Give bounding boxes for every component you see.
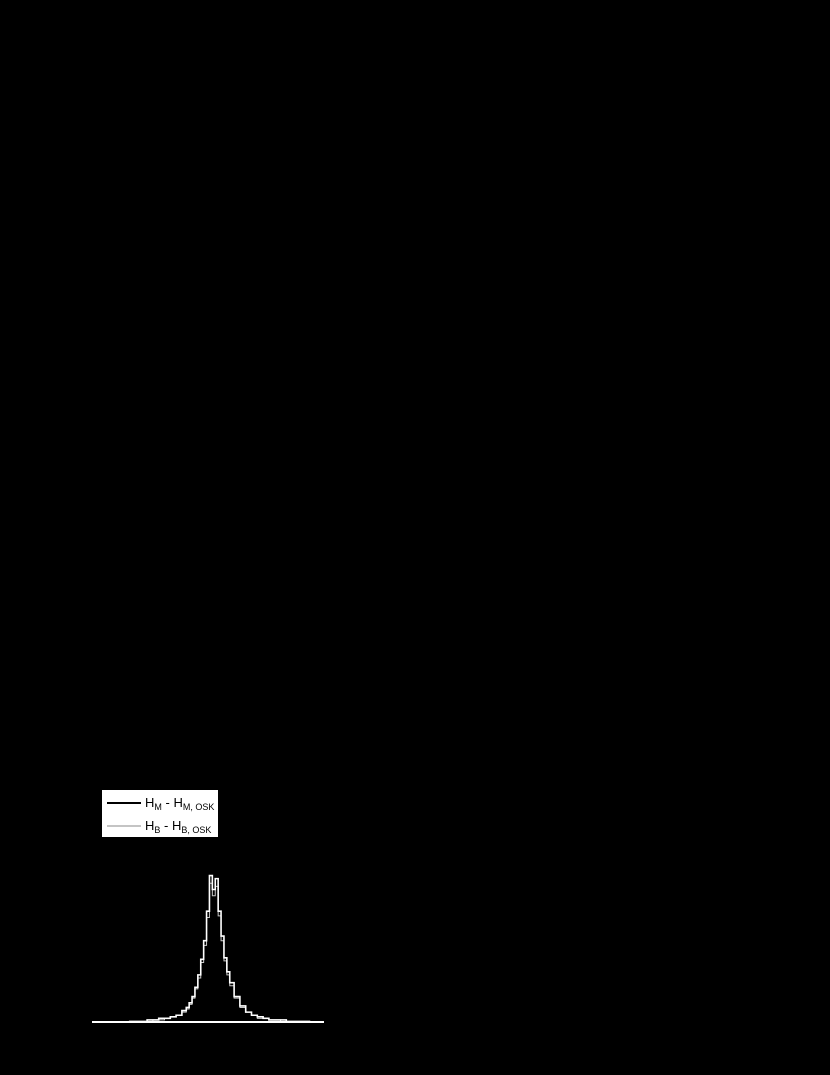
legend-entry-hm — [102, 791, 218, 814]
series-hb-line — [92, 883, 324, 1023]
series-hm-line — [92, 876, 324, 1023]
histogram-curves — [92, 860, 324, 1023]
chart-legend — [101, 789, 219, 838]
legend-swatch-hm-icon — [107, 797, 141, 809]
legend-label-hb: $H_B - H_{B, OSK}$ — [145, 818, 212, 835]
plot-area — [92, 860, 324, 1023]
legend-swatch-hb-icon — [107, 820, 141, 832]
x-axis-baseline — [92, 1021, 324, 1023]
legend-entry-hb — [102, 814, 218, 837]
legend-label-hm: $H_M - H_{M, OSK}$ — [145, 795, 215, 812]
